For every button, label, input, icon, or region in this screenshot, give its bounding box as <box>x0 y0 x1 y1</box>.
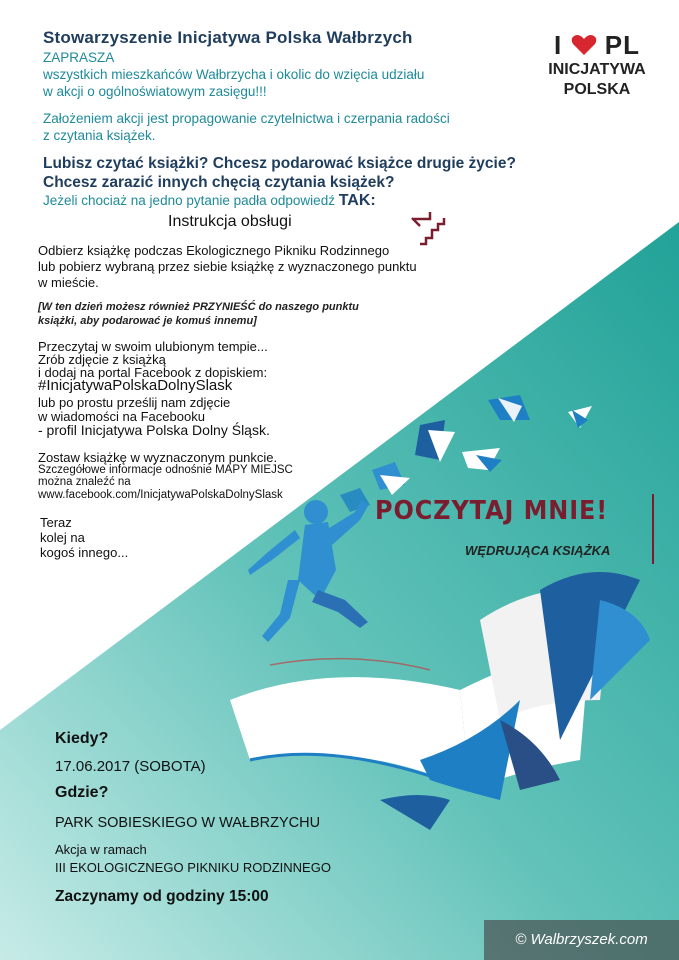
step3-line-1: Zostaw książkę w wyznaczonym punkcie. <box>38 450 278 465</box>
step2-line-6: w wiadomości na Facebooku <box>38 409 205 424</box>
logo-pl: PL <box>604 30 640 60</box>
step2-line-2: Zrób zdjęcie z książką <box>38 352 166 367</box>
inicjatywa-polska-logo <box>538 30 656 100</box>
step2-line-7: - profil Inicjatywa Polska Dolny Śląsk. <box>38 422 270 438</box>
instructions-title: Instrukcja obsługi <box>168 213 292 230</box>
facebook-url: www.facebook.com/InicjatywaPolskaDolnySlask <box>38 489 283 501</box>
campaign-title: POCZYTAJ MNIE! <box>375 496 609 526</box>
where-label: Gdzie? <box>55 784 109 801</box>
answer-prefix: Jeżeli chociaż na jedno pytanie padła odpowiedź <box>43 193 335 208</box>
step1-line-1: Odbierz książkę podczas Ekologicznego Pikniku Rodzinnego <box>38 243 390 258</box>
campaign-subtitle: WĘDRUJĄCA KSIĄŻKA <box>465 543 611 558</box>
logo-i: I <box>554 30 563 60</box>
invite-line-2: w akcji o ogólnoświatowym zasięgu!!! <box>43 84 267 99</box>
question-2: Chcesz zarazić innych chęcią czytania książek? <box>43 174 395 191</box>
title-divider <box>652 494 654 564</box>
event-start-time: Zaczynamy od godziny 15:00 <box>55 888 269 905</box>
turn-line-1: Teraz <box>40 515 72 530</box>
step1-line-2: lub pobierz wybraną przez siebie książkę z wyznaczonego punktu <box>38 259 417 274</box>
turn-line-2: kolej na <box>40 530 85 545</box>
step3-line-3: można znaleźć na <box>38 476 131 488</box>
invite-line-1: wszystkich mieszkańców Wałbrzycha i okolic do wzięcia udziału <box>43 67 425 82</box>
event-date: 17.06.2017 (SOBOTA) <box>55 758 206 775</box>
watermark: © Walbrzyszek.com <box>484 920 679 960</box>
answer-word: TAK: <box>338 192 376 209</box>
logo-line-2: INICJATYWA <box>548 61 646 78</box>
organization-name: Stowarzyszenie Inicjatywa Polska Wałbrzych <box>43 28 413 47</box>
answer-line <box>43 192 376 210</box>
logo-line-3: POLSKA <box>563 81 631 98</box>
goal-line-2: z czytania książek. <box>43 128 156 143</box>
when-label: Kiedy? <box>55 730 109 747</box>
step3-line-2: Szczegółowe informacje odnośnie MAPY MIEJSC <box>38 464 293 476</box>
event-context-line-1: Akcja w ramach <box>55 842 147 857</box>
step2-line-1: Przeczytaj w swoim ulubionym tempie... <box>38 339 268 354</box>
note-text <box>38 300 418 328</box>
invites-text: ZAPRASZA <box>43 50 115 65</box>
question-1: Lubisz czytać książki? Chcesz podarować książce drugie życie? <box>43 155 516 172</box>
step1-line-3: w mieście. <box>38 275 99 290</box>
hashtag: #InicjatywaPolskaDolnySlask <box>38 377 233 394</box>
arrow-stairs-icon <box>412 212 444 244</box>
note-line-1: [W ten dzień możesz również PRZYNIEŚĆ do naszego punktu <box>38 301 359 313</box>
step2-line-3: i dodaj na portal Facebook z dopiskiem: <box>38 365 268 380</box>
goal-line-1: Założeniem akcji jest propagowanie czytelnictwa i czerpania radości <box>43 111 450 126</box>
note-line-2: książki, aby podarować je komuś innemu] <box>38 315 257 327</box>
event-place: PARK SOBIESKIEGO W WAŁBRZYCHU <box>55 815 321 831</box>
step2-line-5: lub po prostu prześlij nam zdjęcie <box>38 395 231 410</box>
event-context-line-2: III EKOLOGICZNEGO PIKNIKU RODZINNEGO <box>55 860 331 875</box>
heart-icon <box>571 34 597 56</box>
turn-line-3: kogoś innego... <box>40 545 129 560</box>
logo-line-1 <box>538 30 656 60</box>
